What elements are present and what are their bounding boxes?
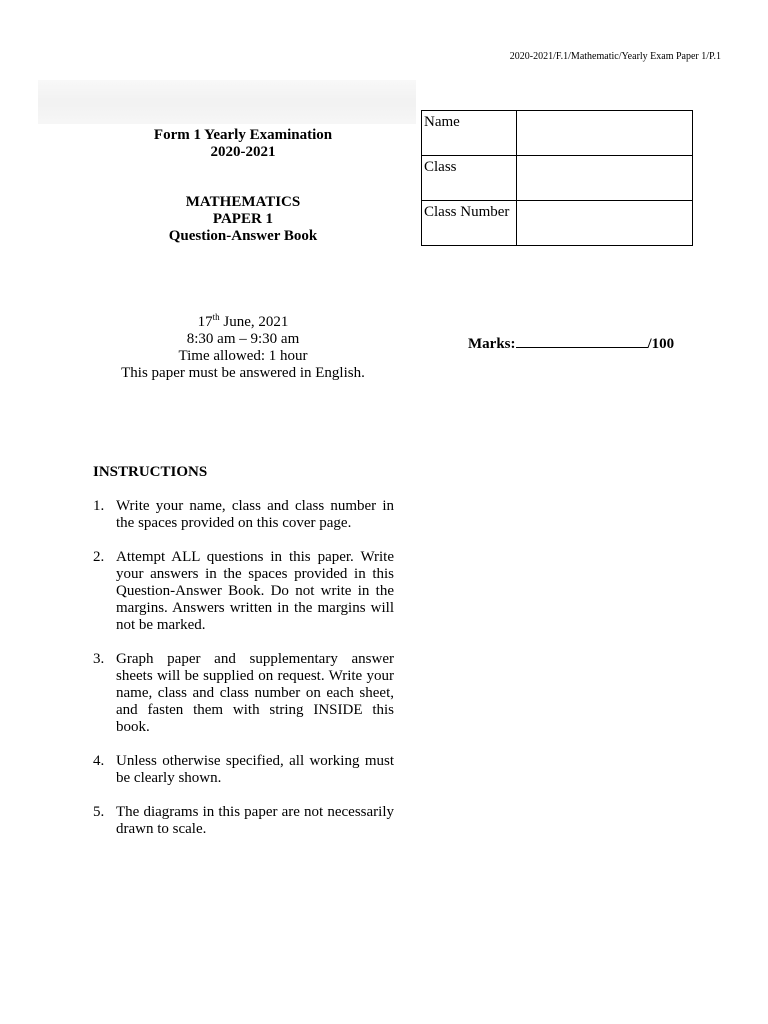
- instruction-text: Graph paper and supplementary answer sheets will be supplied on request. Write your name, class and class number on each sheet, and fasten them with string INSIDE this book.: [116, 651, 394, 735]
- marks-total: /100: [647, 336, 675, 352]
- instruction-number: 1.: [93, 498, 105, 514]
- marks-box: [468, 334, 674, 353]
- instruction-number: 4.: [93, 753, 105, 769]
- exam-details: [93, 314, 393, 382]
- marks-blank[interactable]: [516, 334, 648, 348]
- class-field[interactable]: [517, 156, 693, 201]
- instruction-text: Attempt ALL questions in this paper. Write your answers in the spaces provided in this Question-Answer Book. Do not write in the margins. Answers written in the margins will not be marked.: [116, 549, 394, 633]
- class-number-row: [422, 201, 693, 246]
- class-number-label: Class Number: [422, 201, 517, 246]
- student-info-table: [421, 110, 693, 246]
- exam-time: 8:30 am – 9:30 am: [186, 331, 300, 347]
- class-row: [422, 156, 693, 201]
- exam-title: [93, 127, 393, 161]
- name-row: [422, 111, 693, 156]
- instruction-list: [93, 498, 394, 855]
- instruction-number: 2.: [93, 549, 105, 565]
- exam-year: 2020-2021: [210, 144, 276, 160]
- exam-date-day: 17: [197, 314, 213, 330]
- instructions-heading: INSTRUCTIONS: [93, 464, 208, 480]
- instruction-number: 3.: [93, 651, 105, 667]
- paper-number: PAPER 1: [212, 211, 274, 227]
- instruction-number: 5.: [93, 804, 105, 820]
- book-type: Question-Answer Book: [168, 228, 318, 244]
- page-reference: 2020-2021/F.1/Mathematic/Yearly Exam Paper 1/P.1: [509, 51, 721, 62]
- instruction-item: [93, 549, 394, 634]
- name-label: Name: [422, 111, 517, 156]
- subject-block: [93, 194, 393, 245]
- name-field[interactable]: [517, 111, 693, 156]
- instruction-text: Unless otherwise specified, all working must be clearly shown.: [116, 753, 394, 786]
- exam-title-line: Form 1 Yearly Examination: [153, 127, 333, 143]
- school-name-banner: [38, 80, 416, 124]
- language-note: This paper must be answered in English.: [121, 365, 365, 381]
- exam-date-rest: June, 2021: [219, 314, 289, 330]
- instruction-item: [93, 753, 394, 787]
- exam-date-suffix: th: [212, 312, 220, 322]
- marks-label: Marks:: [468, 336, 516, 352]
- time-allowed: Time allowed: 1 hour: [178, 348, 308, 364]
- exam-date: [93, 314, 393, 331]
- instruction-text: Write your name, class and class number in the spaces provided on this cover page.: [116, 498, 394, 531]
- instruction-item: [93, 651, 394, 736]
- instruction-item: [93, 498, 394, 532]
- subject-title: MATHEMATICS: [185, 194, 301, 210]
- instruction-item: [93, 804, 394, 838]
- class-label: Class: [422, 156, 517, 201]
- class-number-field[interactable]: [517, 201, 693, 246]
- instruction-text: The diagrams in this paper are not necessarily drawn to scale.: [116, 804, 394, 837]
